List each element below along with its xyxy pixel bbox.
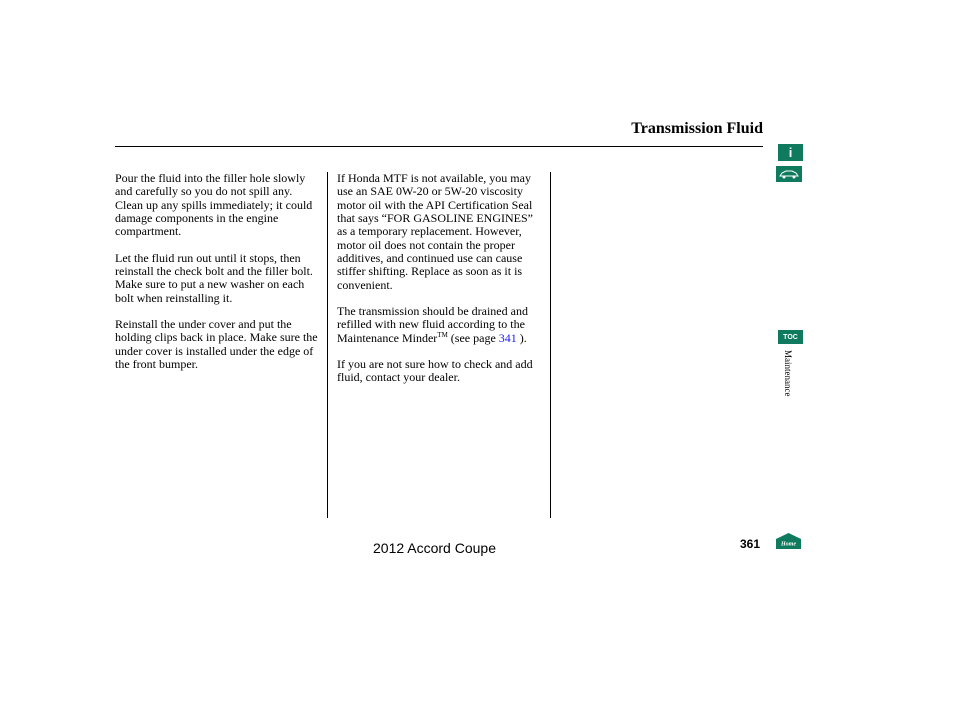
middle-column xyxy=(337,172,542,398)
left-column xyxy=(115,172,320,384)
paragraph: If Honda MTF is not available, you may use an SAE 0W-20 or 5W-20 viscosity motor oil with the API Certification Seal that says “FOR GASOLINE ENGINES” as a temporary replacement. However, motor oil does not contain the proper additives, and continued use can cause stiffer shifting. Replace as soon as it is convenient. xyxy=(337,171,533,292)
paragraph: Pour the fluid into the filler hole slowly and carefully so you do not spill any. Clean up any spills immediately; it could damage components in the engine compartment. xyxy=(115,171,313,239)
paragraph: Let the fluid run out until it stops, then reinstall the check bolt and the filler bolt. xyxy=(115,250,313,279)
paragraph: Reinstall the under cover and put the holding clips back in place. Make sure the under cover is installed under the edge of the front bumper. xyxy=(115,317,318,372)
home-button[interactable] xyxy=(775,533,802,549)
column-divider xyxy=(327,172,328,518)
car-icon xyxy=(778,169,800,179)
paragraph: The transmission should be drained and refilled with new fluid according to the Maintenance Minder™ (see page 341 ). xyxy=(337,304,528,345)
info-icon: i xyxy=(788,145,793,160)
info-button[interactable] xyxy=(778,144,803,161)
page-title: Transmission Fluid xyxy=(631,120,763,137)
page-number: 361 xyxy=(740,537,761,551)
paragraph: Make sure to put a new washer on each bolt when reinstalling it. xyxy=(115,277,305,305)
paragraph: If you are not sure how to check and add fluid, contact your dealer. xyxy=(337,357,533,385)
vehicle-index-button[interactable] xyxy=(776,166,802,182)
section-label: Maintenance xyxy=(783,350,793,397)
trademark-symbol: TM xyxy=(437,330,448,339)
home-label: Home xyxy=(781,541,796,548)
toc-button[interactable] xyxy=(778,330,803,344)
home-icon xyxy=(775,533,802,549)
column-divider xyxy=(550,172,551,518)
footer-model: 2012 Accord Coupe xyxy=(373,540,496,556)
header-rule xyxy=(115,146,763,147)
page-link-341[interactable]: 341 xyxy=(498,330,517,345)
toc-label: TOC xyxy=(783,333,798,341)
